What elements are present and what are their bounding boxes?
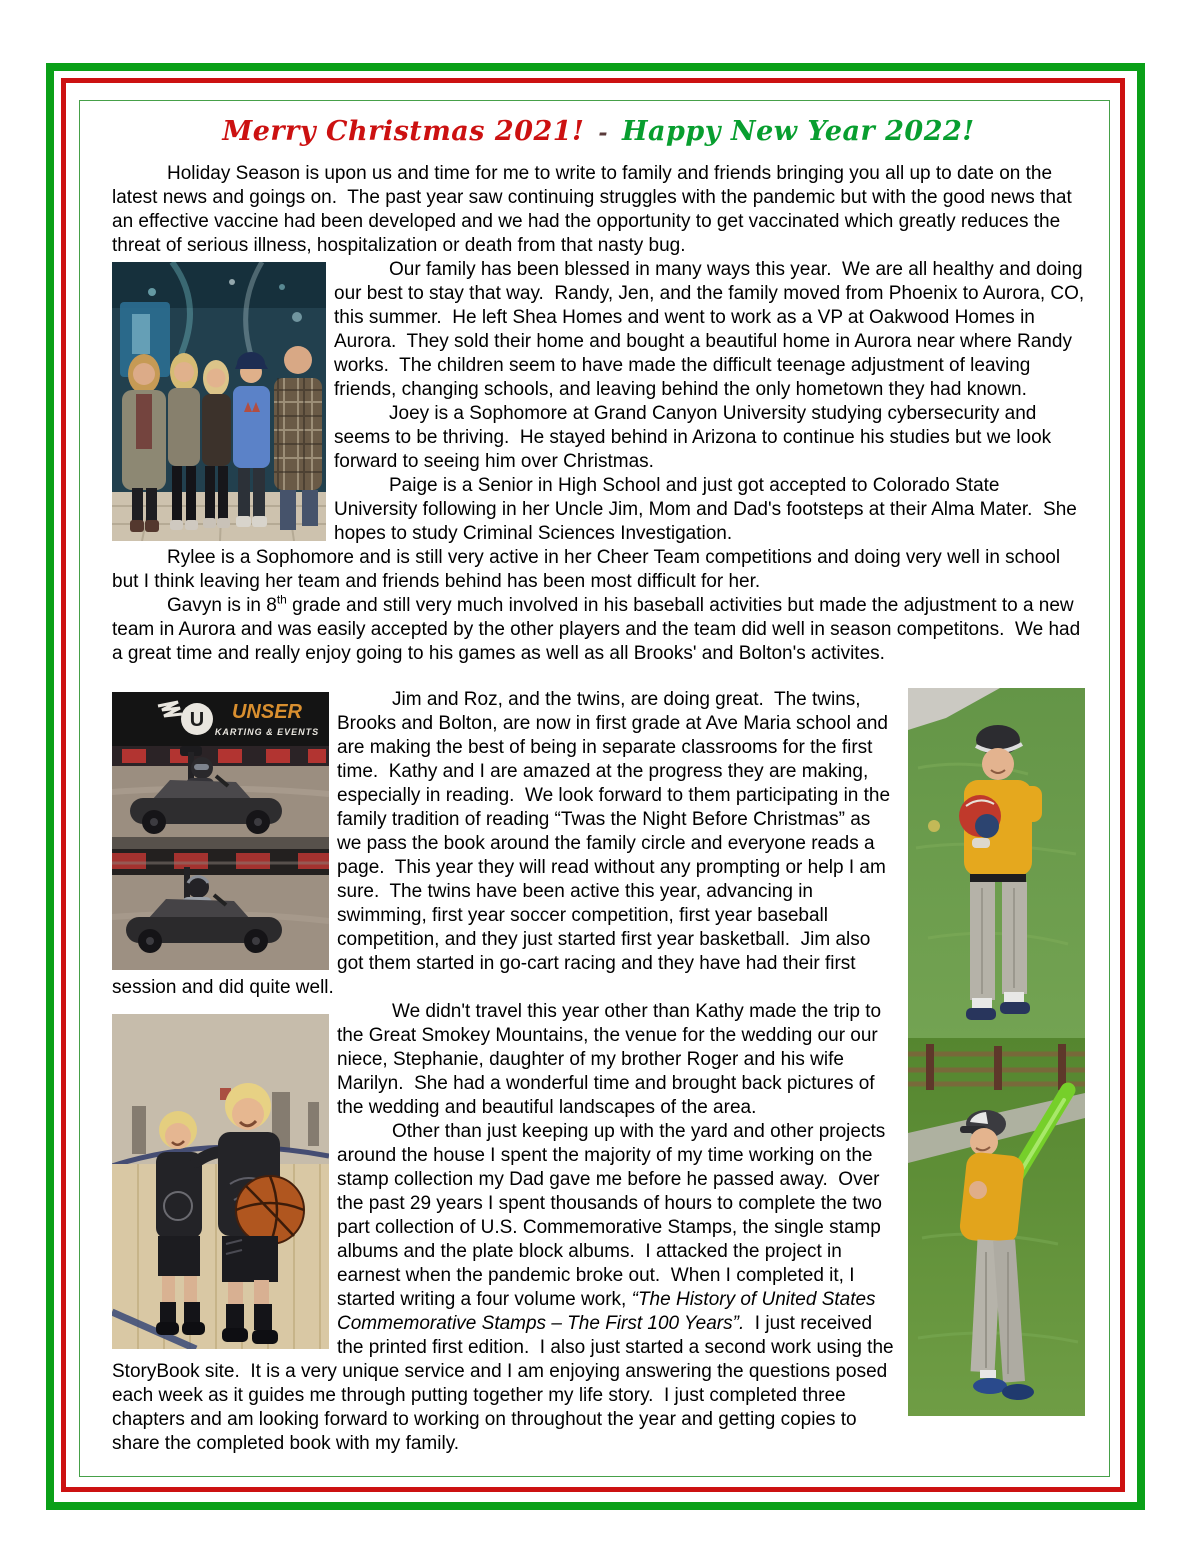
family-photo [112, 262, 326, 541]
basketball-photo-image [112, 1014, 329, 1349]
paragraph-our-family: Our family has been blessed in many ways this year. We are all healthy and doing our best to stay that way. Randy, Jen, and the family moved from Phoenix to Aurora, CO, this summer. He left Shea Homes and went to work as a VP at Oakwood Homes in Aurora. They sold their home and bought a beautiful home in Aurora near where Randy works. The children seem to have made the difficult teenage adjustment of leaving friends, changing schools, and leaving behind the only hometown they had known. [334, 259, 1090, 400]
page-title [112, 115, 1085, 150]
gokart-photos [112, 692, 329, 970]
paragraph-joey: Joey is a Sophomore at Grand Canyon University studying cybersecurity and seems to be thriving. He stayed behind in Arizona to continue his studies but we look forward to seeing him over Christmas. [334, 403, 1057, 472]
paragraph-travel: We didn't travel this year other than Kathy made the trip to the Great Smokey Mountains, the venue for the wedding our our niece, Stephanie, daughter of my brother Roger and his wife Marilyn. She had a wonderful time and brought back pictures of the wedding and beautiful landscapes of the area. [337, 1001, 887, 1118]
letter-content [80, 101, 1109, 1476]
outer-green-border [46, 63, 1145, 1510]
gavyn-ordinal-superscript: th [276, 592, 287, 607]
bat-boy-photo [908, 1038, 1085, 1416]
gokart-top-photo [112, 692, 329, 837]
gavyn-text-start: Gavyn is in 8 [167, 595, 277, 616]
right-photos [908, 688, 1085, 1416]
gavyn-text-end: grade and still very much involved in his baseball activities but made the adjustment to a new team in Aurora and was easily accepted by the other players and the team did well in season competitons. We had a great time and really enjoy going to his games as well as all Brooks' and Bolton's activites. [112, 595, 1086, 664]
stamps-text-start: Other than just keeping up with the yard and other projects around the house I spent the majority of my time working on the stamp collection my Dad gave me before he passed away. Over the past 29 years I spent thousands of hours to complete the two part collection of U.S. Commemorative Stamps, the single stamp albums and the plate block albums. I attacked the project in earnest when the pandemic broke out. When I completed it, I started writing a four volume work, [337, 1121, 891, 1310]
title-new-year: Happy New Year 2022! [622, 116, 975, 147]
karting-logo-letter: U [189, 709, 205, 731]
paragraph-rylee: Rylee is a Sophomore and is still very active in her Cheer Team competitions and doing very well in school but I think leaving her team and friends behind has been most difficult for her. [112, 547, 1066, 592]
paragraph-gavyn [112, 594, 1085, 666]
title-christmas: Merry Christmas 2021! [222, 116, 585, 147]
red-border [61, 78, 1125, 1492]
paragraph-paige: Paige is a Senior in High School and just got accepted to Colorado State University following in her Uncle Jim, Mom and Dad's footsteps at their Alma Mater. She hopes to study Criminal Sciences Investigation. [334, 475, 1083, 544]
section-twins [112, 688, 1085, 1456]
glove-boy-photo [908, 688, 1085, 1038]
family-photo-image [112, 262, 326, 541]
title-separator: - [598, 120, 609, 146]
inner-green-border [79, 100, 1110, 1477]
karting-banner-name: UNSER [231, 701, 303, 723]
stamps-text-end: I just received the printed first edition. I also just started a second work using the StoryBook site. It is a very unique service and I am enjoying answering the questions posed each week as it guides me through putting together my life story. I just completed three chapters and am looking forward to working on throughout the year and getting copies to share the completed book with my family. [112, 1313, 899, 1454]
stamps-book-title: “The History of United States Commemorative Stamps – The First 100 Years”. [337, 1289, 881, 1334]
karting-banner-subtitle: KARTING & EVENTS [214, 727, 320, 737]
paragraph-intro: Holiday Season is upon us and time for me to write to family and friends bringing you all up to date on the latest news and goings on. The past year saw continuing struggles with the pandemic but with the good news that an effective vaccine had been developed and we had the opportunity to get vaccinated which greatly reduces the threat of serious illness, hospitalization or death from that nasty bug. [112, 163, 1078, 256]
gokart-bottom-photo [112, 837, 329, 970]
basketball-photo [112, 1014, 329, 1349]
paragraph-jim-roz-twins: Jim and Roz, and the twins, are doing great. The twins, Brooks and Bolton, are now in first grade at Ave Maria school and are making the best of being in separate classrooms for the first time. Kathy and I are amazed at the progress they are making, especially in reading. We look forward to them participating in the family tradition of reading “Twas the Night Before Christmas” as we pass the book around the family circle and everyone reads a page. This year they will read without any prompting or help I am sure. The twins have been active this year, advancing in swimming, first year soccer competition, first year baseball competition, and they just started first year basketball. Jim also got them started in go-cart racing and they have had their first session and did quite well. [112, 689, 896, 998]
